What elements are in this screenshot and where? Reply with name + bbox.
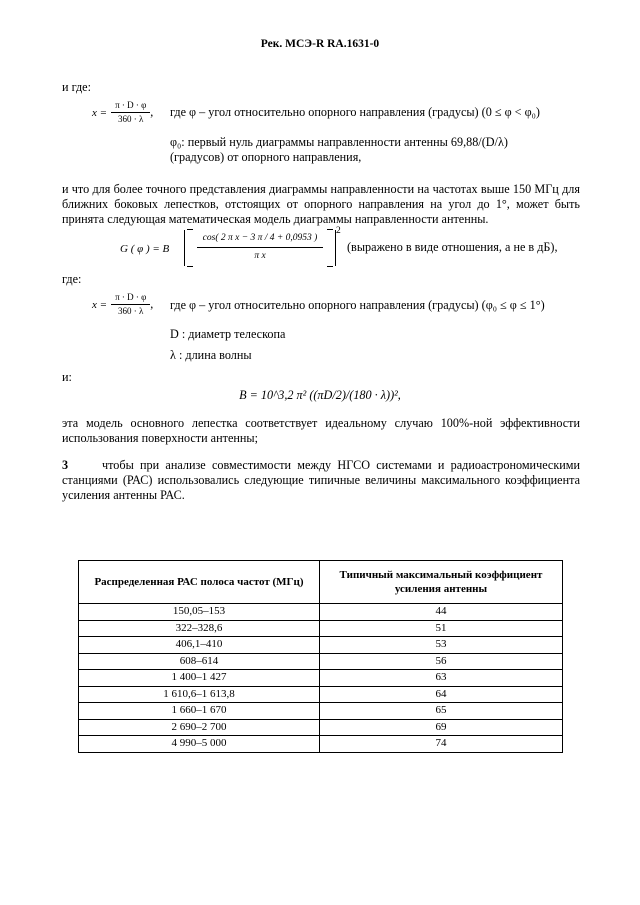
- column-header-band: Распределенная РАС полоса частот (МГц): [79, 561, 320, 604]
- table-row: [79, 719, 563, 736]
- where-label: где:: [62, 272, 82, 286]
- and-label: и:: [62, 370, 72, 384]
- formula-comma: ,: [150, 297, 154, 312]
- formula-x-1: [92, 100, 172, 125]
- def-wavelength: λ : длина волны: [170, 348, 252, 362]
- band-cell: 1 660–1 670: [79, 703, 320, 720]
- formula-bracket: [184, 230, 336, 266]
- fraction-numerator: π · D · φ: [111, 292, 150, 305]
- antenna-gain-table: [78, 560, 563, 753]
- formula-lhs: x =: [92, 107, 108, 120]
- table-row: [79, 670, 563, 687]
- formula-g-phi: [120, 228, 340, 270]
- gain-cell: 51: [320, 620, 563, 637]
- formula-g-numerator: cos( 2 π x − 3 π / 4 + 0,0953 ): [202, 233, 318, 243]
- table-row: [79, 620, 563, 637]
- gain-cell: 53: [320, 637, 563, 654]
- formula-g-exponent: 2: [336, 226, 341, 236]
- band-cell: 1 610,6–1 613,8: [79, 686, 320, 703]
- gain-cell: 56: [320, 653, 563, 670]
- gain-cell: 44: [320, 604, 563, 621]
- table-row: [79, 736, 563, 753]
- section-number: 3: [62, 458, 69, 472]
- band-cell: 608–614: [79, 653, 320, 670]
- paragraph-main-lobe: эта модель основного лепестка соответствует идеальному случаю 100%-ной эффективности использования поверхности антенны;: [62, 416, 580, 445]
- gain-cell: 65: [320, 703, 563, 720]
- phi0-definition-line2: (градусов) от опорного направления,: [170, 150, 362, 164]
- page-header: Рек. МСЭ-R RA.1631-0: [260, 38, 380, 50]
- fraction-numerator: π · D · φ: [111, 100, 150, 113]
- gain-cell: 74: [320, 736, 563, 753]
- formula-g-denominator: π x: [254, 251, 266, 261]
- formula-comma: ,: [150, 105, 154, 120]
- fraction-denominator: 360 · λ: [117, 114, 144, 124]
- gain-cell: 69: [320, 719, 563, 736]
- table-row: [79, 653, 563, 670]
- formula-lhs: x =: [92, 299, 108, 312]
- table-row: [79, 686, 563, 703]
- formula-g-lhs: G ( φ ) = B: [120, 243, 170, 255]
- table-row: [79, 637, 563, 654]
- gain-cell: 63: [320, 670, 563, 687]
- phi-definition-1: где φ – угол относительно опорного направления (градусы) (0 ≤ φ < φ₀): [170, 105, 540, 119]
- phi0-definition-line1: φ₀: первый нуль диаграммы направленности антенны 69,88/(D/λ): [170, 135, 508, 149]
- section-3-text: чтобы при анализе совместимости между НГСО системами и радиоастрономическими станциями (РАС) использовались следующие типичные величины максимального коэффициента усиления антенны РАС.: [62, 458, 580, 502]
- and-where-label: и где:: [62, 80, 91, 94]
- band-cell: 406,1–410: [79, 637, 320, 654]
- formula-fraction: [111, 292, 150, 317]
- band-cell: 1 400–1 427: [79, 670, 320, 687]
- band-cell: 150,05–153: [79, 604, 320, 621]
- formula-x-2: [92, 292, 172, 317]
- formula-b: B = 10^3,2 π² ((πD/2)/(180 · λ))²,: [239, 388, 401, 402]
- table-header-row: [79, 561, 563, 604]
- phi-definition-2: где φ – угол относительно опорного направления (градусы) (φ₀ ≤ φ ≤ 1°): [170, 298, 545, 312]
- band-cell: 2 690–2 700: [79, 719, 320, 736]
- paragraph-model-intro: и что для более точного представления диаграммы направленности на частотах выше 150 МГц для ближних боковых лепестков, отстоящих от опорного направления на угол до 1°, может быть принята следующая математическая модель диаграммы направленности антенны.: [62, 182, 580, 226]
- column-header-gain: Типичный максимальный коэффициент усиления антенны: [320, 561, 563, 604]
- formula-g-note: (выражено в виде отношения, а не в дБ),: [347, 240, 558, 254]
- gain-cell: 64: [320, 686, 563, 703]
- band-cell: 4 990–5 000: [79, 736, 320, 753]
- band-cell: 322–328,6: [79, 620, 320, 637]
- formula-fraction: [111, 100, 150, 125]
- fraction-denominator: 360 · λ: [117, 306, 144, 316]
- def-telescope-diameter: D : диаметр телескопа: [170, 327, 286, 341]
- table-row: [79, 703, 563, 720]
- table-row: [79, 604, 563, 621]
